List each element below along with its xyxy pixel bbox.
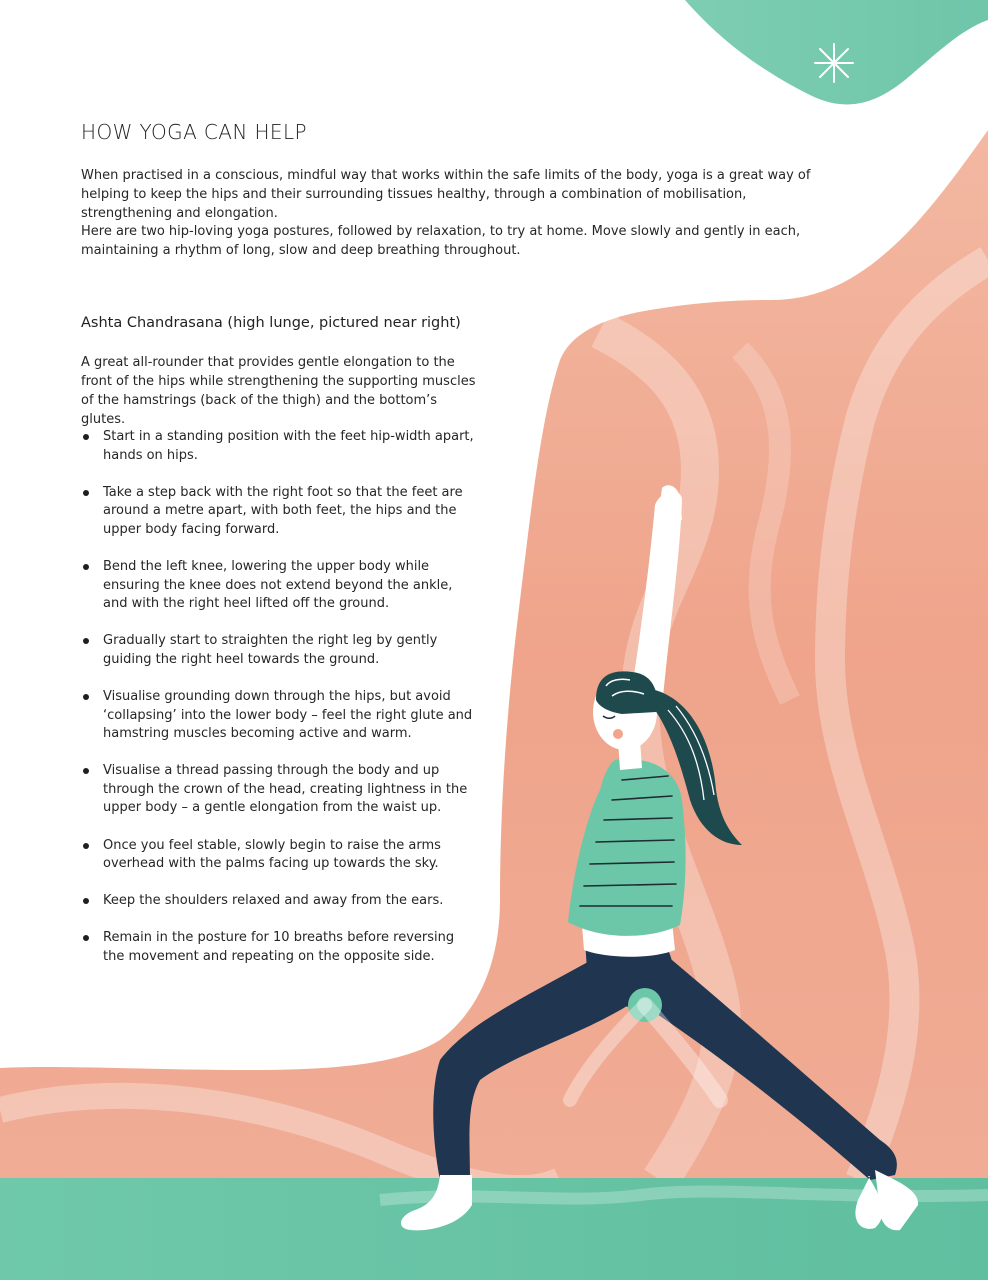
bullet-icon [83, 935, 89, 941]
list-item [81, 837, 476, 874]
step-text: Visualise grounding down through the hips, but avoid ‘collapsing’ into the lower body – feel the right glute and hamstring muscles becoming active and warm. [103, 688, 473, 742]
step-text: Start in a standing position with the feet hip-width apart, hands on hips. [103, 429, 474, 463]
list-item [81, 558, 476, 614]
step-text: Keep the shoulders relaxed and away from the ears. [103, 893, 444, 909]
list-item [81, 484, 476, 540]
pose-steps-list [81, 428, 476, 985]
bullet-icon [83, 490, 89, 496]
list-item [81, 762, 476, 818]
pose-description: A great all-rounder that provides gentle elongation to the front of the hips while strengthening the supporting muscles of the hamstrings (back of the thigh) and the bottom’s glutes. [81, 355, 476, 427]
bullet-icon [83, 843, 89, 849]
list-item [81, 892, 476, 911]
bullet-icon [83, 768, 89, 774]
intro-paragraph: Here are two hip-loving yoga postures, followed by relaxation, to try at home. Move slowly and gently in each, maintaining a rhythm of long, slow and deep breathing throughout. [81, 224, 801, 258]
page-title: HOW YOGA CAN HELP [81, 120, 307, 144]
list-item [81, 929, 476, 966]
list-item [81, 632, 476, 669]
bullet-icon [83, 638, 89, 644]
list-item [81, 688, 476, 744]
bullet-icon [83, 898, 89, 904]
step-text: Gradually start to straighten the right leg by gently guiding the right heel towards the ground. [103, 633, 438, 667]
bullet-icon [83, 434, 89, 440]
bullet-icon [83, 564, 89, 570]
step-text: Remain in the posture for 10 breaths before reversing the movement and repeating on the opposite side. [103, 930, 455, 964]
pose-title: Ashta Chandrasana (high lunge, pictured near right) [81, 315, 461, 331]
step-text: Take a step back with the right foot so that the feet are around a metre apart, with both feet, the hips and the upper body facing forward. [103, 484, 463, 537]
step-text: Once you feel stable, slowly begin to raise the arms overhead with the palms facing up towards the sky. [103, 837, 441, 872]
bullet-icon [83, 694, 89, 700]
list-item [81, 428, 476, 465]
step-text: Visualise a thread passing through the body and up through the crown of the head, creating lightness in the upper body – a gentle elongation from the waist up. [103, 763, 468, 816]
step-text: Bend the left knee, lowering the upper body while ensuring the knee does not extend beyond the ankle, and with the right heel lifted off the ground. [103, 558, 453, 612]
intro-paragraph: When practised in a conscious, mindful way that works within the safe limits of the body, yoga is a great way of helping to keep the hips and their surrounding tissues healthy, through a combination of mobilisation, strengthening and elongation. [81, 168, 811, 221]
